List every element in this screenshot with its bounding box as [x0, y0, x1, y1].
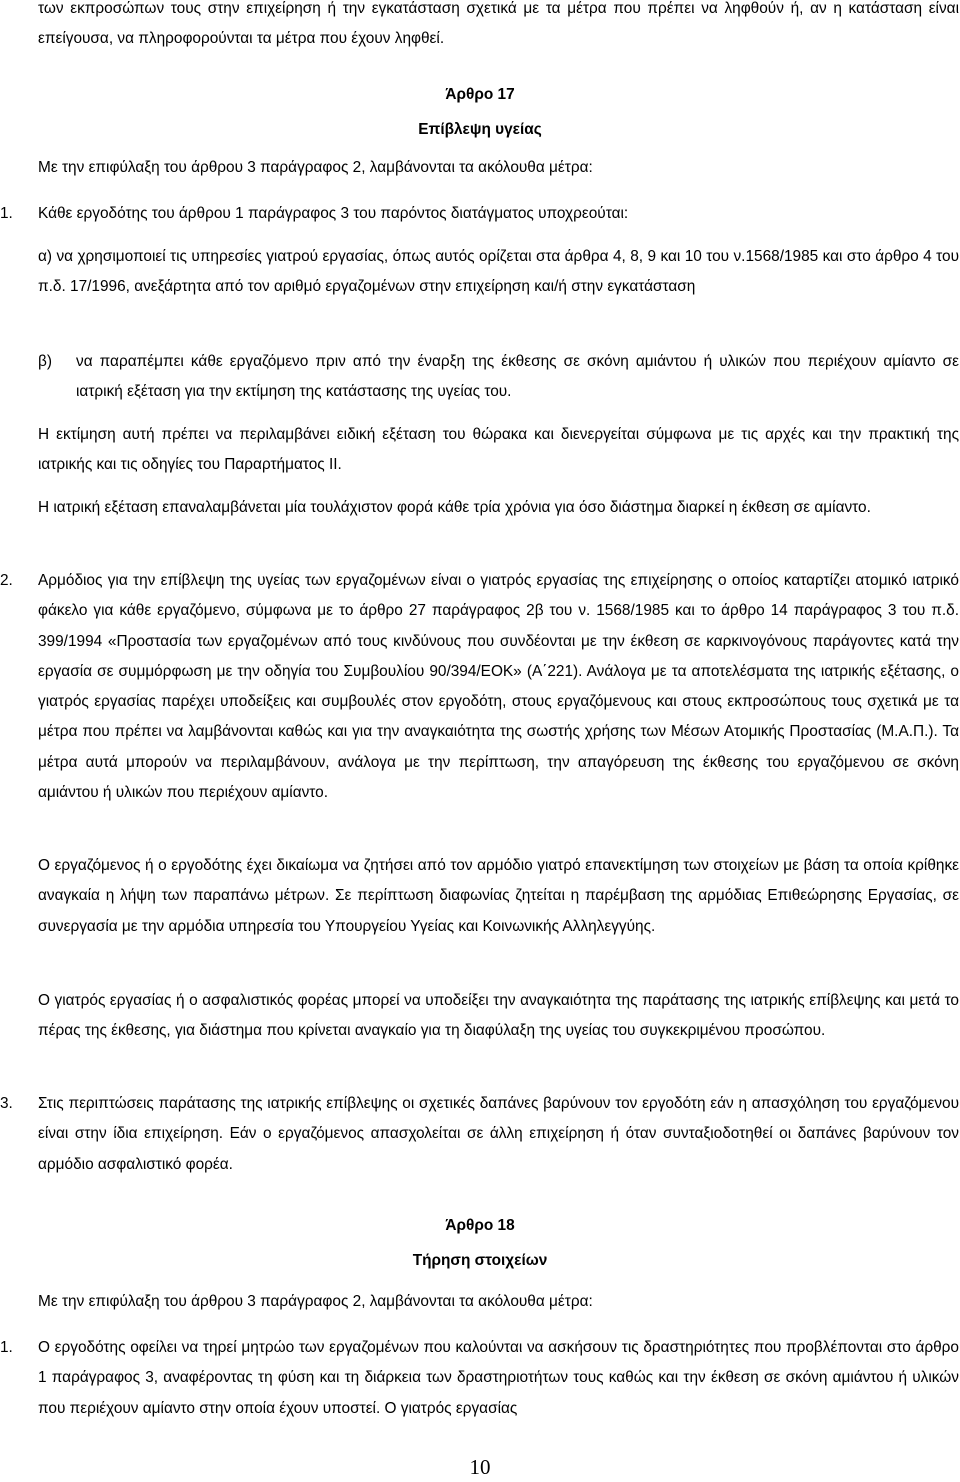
- paragraph-repeat: Η ιατρική εξέταση επαναλαμβάνεται μία τουλάχιστον φορά κάθε τρία χρόνια για όσο διάστημα διαρκεί η έκθεση σε αμίαντο.: [38, 499, 871, 516]
- item-text: Αρμόδιος για την επίβλεψη της υγείας των εργαζομένων είναι ο γιατρός εργασίας της επιχείρησης ο οποίος καταρτίζει ατομικό ιατρικό φάκελο για κάθε εργαζόμενο, σύμφωνα με το άρθρο 27 παράγραφος 2β του ν. 1568/1985 και το άρθρο 14 παράγραφος 3 του π.δ. 399/1994 «Προστασία των εργαζομένων από τους κινδύνους που συνδέονται με την έκθεση σε καρκινογόνους παράγοντες κατά την εργασία σε συμμόρφωση με την οδηγία του Συμβουλίου 90/394/ΕΟΚ» (Α΄221). Ανάλογα με τα αποτελέσματα της ιατρικής εξέτασης, ο γιατρός εργασίας παρέχει υποδείξεις και συμβουλές στον εργοδότη, στους εργαζόμενους και στους εκπροσώπους τους σχετικά με τα μέτρα που πρέπει να λαμβάνονται καθώς και για την αναγκαιότητα της σωστής χρήσης των Μέσων Ατομικής Προστασίας (Μ.Α.Π.). Τα μέτρα αυτά μπορούν να περιλαμβάνουν, ανάλογα με την περίπτωση, την απαγόρευση της έκθεσης του εργαζόμενου σε σκόνη αμιάντου ή υλικών που περιέχουν αμίαντο.: [38, 572, 959, 802]
- article-18-title: Άρθρο 18: [445, 1217, 515, 1234]
- item-number: 3.: [0, 1095, 13, 1112]
- item-number: 1.: [0, 205, 13, 222]
- article-18-subtitle: Τήρηση στοιχείων: [412, 1252, 548, 1269]
- article-17-item-2-paragraph-3: Ο γιατρός εργασίας ή ο ασφαλιστικός φορέας μπορεί να υποδείξει την αναγκαιότητα της παράτασης της ιατρικής επίβλεψης και μετά το πέρας της έκθεσης, για διάστημα που κρίνεται αναγκαίο για τη διαφύλαξη της υγείας του συγκεκριμένου προσώπου.: [38, 992, 959, 1040]
- article-17-item-1: [0, 199, 959, 229]
- paragraph-estimate: Η εκτίμηση αυτή πρέπει να περιλαμβάνει ειδική εξέταση του θώρακα και διενεργείται σύμφωνα με τις αρχές και την πρακτική της ιατρικής και τις οδηγίες του Παραρτήματος ΙΙ.: [38, 426, 959, 474]
- article-17-item-1b: [38, 347, 959, 408]
- article-17-subtitle: Επίβλεψη υγείας: [418, 121, 542, 138]
- item-number: 2.: [0, 572, 13, 589]
- item-text: Κάθε εργοδότης του άρθρου 1 παράγραφος 3 του παρόντος διατάγματος υποχρεούται:: [38, 205, 629, 222]
- item-text: Ο εργοδότης οφείλει να τηρεί μητρώο των εργαζομένων που καλούνται να ασκήσουν τις δραστηριότητες που προβλέπονται στο άρθρο 1 παράγραφος 3, αναφέροντας τη φύση και τη διάρκεια των δραστηριοτήτων τους καθώς και την έκθεση σε σκόνη αμιάντου ή υλικών που περιέχουν αμίαντο στην οποία έχουν υποστεί. Ο γιατρός εργασίας: [38, 1339, 959, 1417]
- article-17-item-2-paragraph-2: Ο εργαζόμενος ή ο εργοδότης έχει δικαίωμα να ζητήσει από τον αρμόδιο γιατρό επανεκτίμηση των στοιχείων με βάση τα οποία κρίθηκε αναγκαία η λήψη των παραπάνω μέτρων. Σε περίπτωση διαφωνίας ζητείται η παρέμβαση της αρμόδιας Επιθεώρησης Εργασίας, σε συνεργασία με την αρμόδια υπηρεσία του Υπουργείου Υγείας και Κοινωνικής Αλληλεγγύης.: [38, 857, 959, 935]
- article-18-item-1: [0, 1333, 959, 1424]
- paragraph-top: των εκπροσώπων τους στην επιχείρηση ή την εγκατάσταση σχετικά με τα μέτρα που πρέπει να ληφθούν ή, αν η κατάσταση είναι επείγουσα, να πληροφορούνται τα μέτρα που έχουν ληφθεί.: [38, 0, 959, 48]
- article-17-item-1a: α) να χρησιμοποιεί τις υπηρεσίες γιατρού εργασίας, όπως αυτός ορίζεται στα άρθρα 4, 8, 9 και 10 του ν.1568/1985 και στο άρθρο 4 του π.δ. 17/1996, ανεξάρτητα από τον αριθμό εργαζομένων στην επιχείρηση και/ή στην εγκατάσταση: [38, 248, 959, 296]
- item-text: Στις περιπτώσεις παράτασης της ιατρικής επίβλεψης οι σχετικές δαπάνες βαρύνουν τον εργοδότη εάν η απασχόληση του εργαζόμενου είναι στην ίδια επιχείρηση. Εάν ο εργαζόμενος απασχολείται σε άλλη επιχείρηση ή όταν συνταξιοδοτηθεί οι δαπάνες βαρύνουν τον αρμόδιο ασφαλιστικό φορέα.: [38, 1095, 959, 1173]
- article-18-intro: Με την επιφύλαξη του άρθρου 3 παράγραφος 2, λαμβάνονται τα ακόλουθα μέτρα:: [38, 1293, 593, 1310]
- item-label: β): [38, 353, 52, 370]
- article-17-intro: Με την επιφύλαξη του άρθρου 3 παράγραφος 2, λαμβάνονται τα ακόλουθα μέτρα:: [38, 159, 593, 176]
- item-text: να παραπέμπει κάθε εργαζόμενο πριν από την έναρξη της έκθεσης σε σκόνη αμιάντου ή υλικών που περιέχουν αμίαντο σε ιατρική εξέταση για την εκτίμηση της κατάστασης της υγείας του.: [76, 353, 959, 401]
- article-17-item-3: [0, 1089, 959, 1180]
- page-number: 10: [469, 1455, 491, 1479]
- article-17-title: Άρθρο 17: [445, 86, 515, 103]
- article-17-item-2: [0, 566, 959, 808]
- item-number: 1.: [0, 1339, 13, 1356]
